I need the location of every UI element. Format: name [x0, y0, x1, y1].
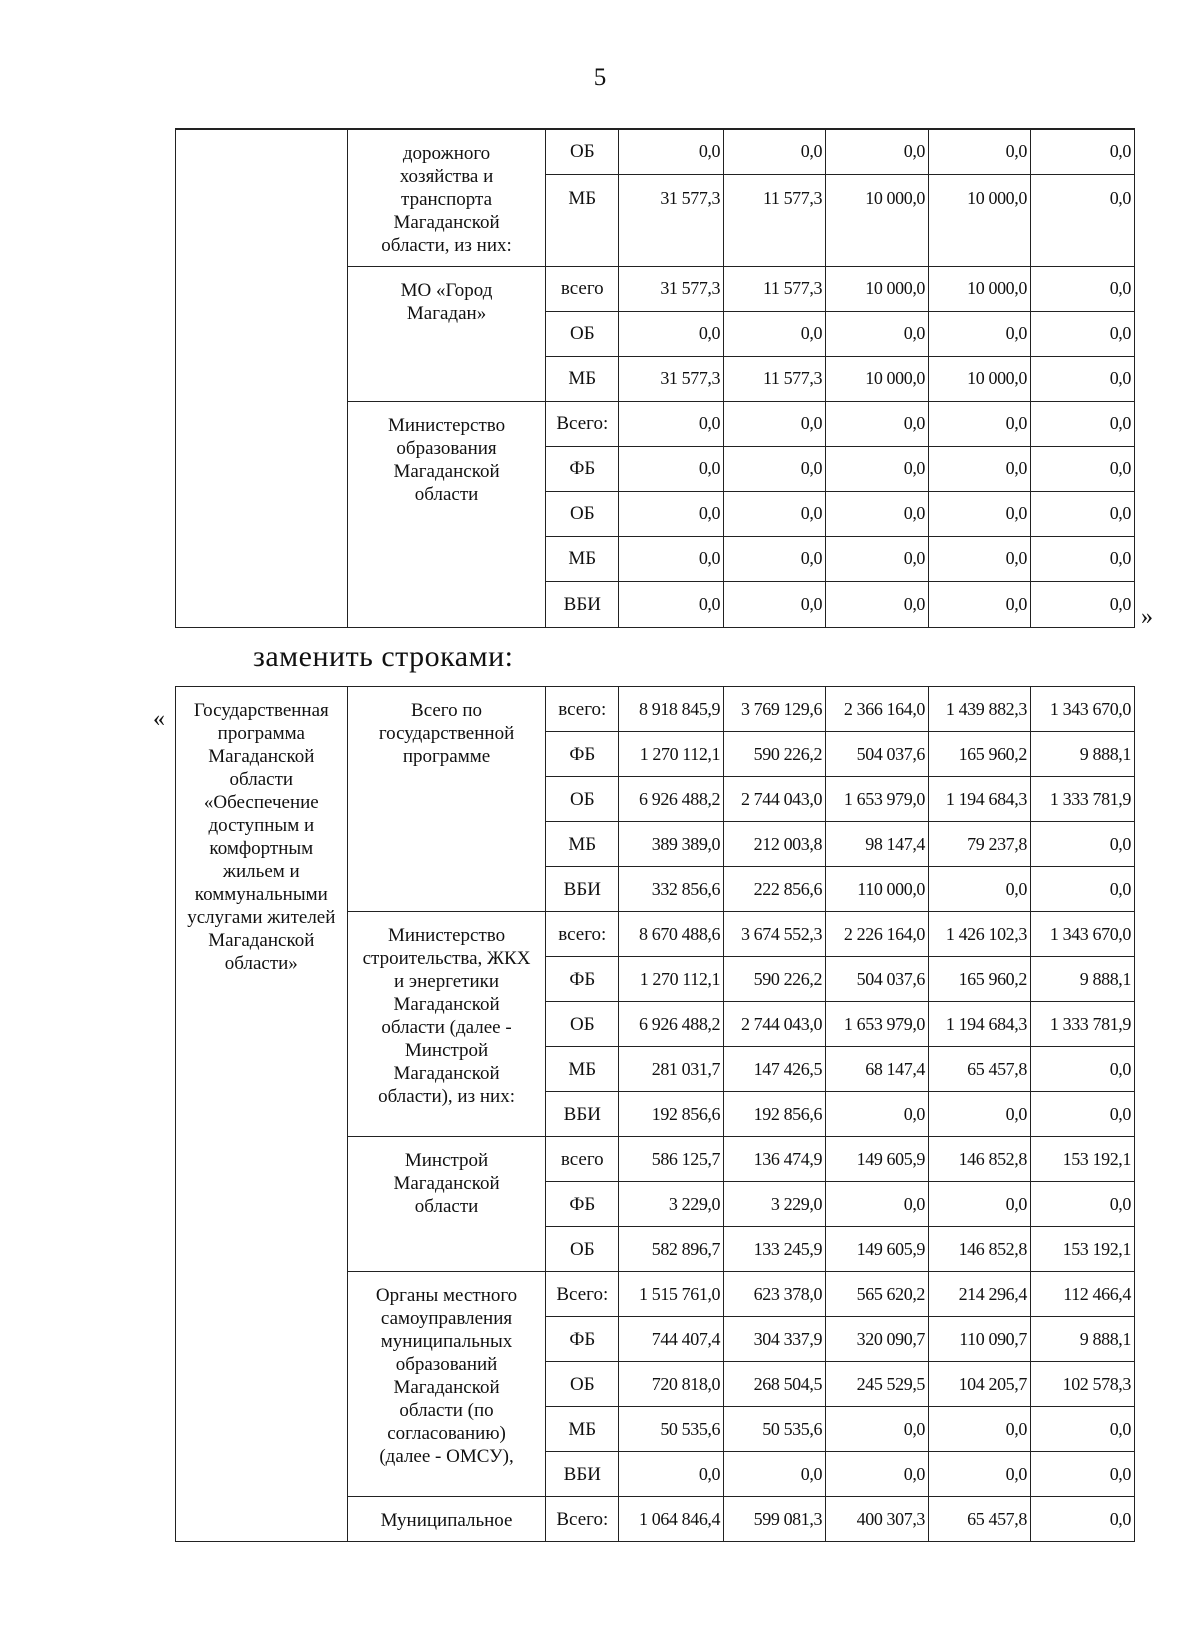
- amount-cell: 0,0: [724, 446, 826, 491]
- amount-cell: 110 090,7: [929, 1317, 1031, 1362]
- amount-cell: 68 147,4: [826, 1047, 929, 1092]
- funding-source-cell: ФБ: [546, 957, 619, 1002]
- amount-cell: 10 000,0: [826, 356, 929, 401]
- funding-source-cell: ОБ: [546, 311, 619, 356]
- amount-cell: 1 194 684,3: [929, 777, 1031, 822]
- amount-cell: 2 744 043,0: [724, 777, 826, 822]
- amount-cell: 10 000,0: [929, 174, 1031, 266]
- amount-cell: 0,0: [1030, 822, 1134, 867]
- organization-cell: Муниципальное: [347, 1497, 546, 1542]
- funding-source-cell: всего:: [546, 687, 619, 732]
- old-budget-table: [175, 128, 1135, 628]
- amount-cell: 281 031,7: [619, 1047, 724, 1092]
- amount-cell: 0,0: [1030, 581, 1134, 627]
- amount-cell: 165 960,2: [929, 732, 1031, 777]
- amount-cell: 10 000,0: [826, 174, 929, 266]
- amount-cell: 590 226,2: [724, 732, 826, 777]
- amount-cell: 0,0: [1030, 867, 1134, 912]
- amount-cell: 0,0: [619, 446, 724, 491]
- amount-cell: 0,0: [929, 446, 1031, 491]
- amount-cell: 0,0: [1030, 174, 1134, 266]
- amount-cell: 65 457,8: [929, 1047, 1031, 1092]
- amount-cell: 192 856,6: [619, 1092, 724, 1137]
- amount-cell: 8 918 845,9: [619, 687, 724, 732]
- funding-source-cell: Всего:: [546, 1272, 619, 1317]
- amount-cell: 6 926 488,2: [619, 777, 724, 822]
- funding-source-cell: МБ: [546, 536, 619, 581]
- funding-source-cell: ОБ: [546, 777, 619, 822]
- organization-cell: МО «Город Магадан»: [347, 266, 546, 401]
- amount-cell: 245 529,5: [826, 1362, 929, 1407]
- amount-cell: 0,0: [724, 1452, 826, 1497]
- amount-cell: 1 343 670,0: [1030, 912, 1134, 957]
- organization-cell: дорожного хозяйства и транспорта Магаданской области, из них:: [347, 129, 546, 266]
- funding-source-cell: ОБ: [546, 1362, 619, 1407]
- amount-cell: 268 504,5: [724, 1362, 826, 1407]
- amount-cell: 2 226 164,0: [826, 912, 929, 957]
- amount-cell: 146 852,8: [929, 1137, 1031, 1182]
- amount-cell: 50 535,6: [619, 1407, 724, 1452]
- amount-cell: 1 270 112,1: [619, 732, 724, 777]
- amount-cell: 9 888,1: [1030, 1317, 1134, 1362]
- amount-cell: 212 003,8: [724, 822, 826, 867]
- amount-cell: 11 577,3: [724, 266, 826, 311]
- amount-cell: 304 337,9: [724, 1317, 826, 1362]
- organization-cell: Министерство строительства, ЖКХ и энергетики Магаданской области (далее - Минстрой Магаданской области), из них:: [347, 912, 546, 1137]
- funding-source-cell: ОБ: [546, 491, 619, 536]
- amount-cell: 104 205,7: [929, 1362, 1031, 1407]
- amount-cell: 31 577,3: [619, 174, 724, 266]
- amount-cell: 0,0: [826, 581, 929, 627]
- amount-cell: 98 147,4: [826, 822, 929, 867]
- amount-cell: 1 653 979,0: [826, 777, 929, 822]
- amount-cell: 102 578,3: [1030, 1362, 1134, 1407]
- program-name-cell: [176, 129, 348, 627]
- table-row: [176, 129, 1135, 174]
- amount-cell: 133 245,9: [724, 1227, 826, 1272]
- amount-cell: 0,0: [929, 1182, 1031, 1227]
- page-number: 5: [593, 64, 607, 91]
- organization-cell: Министерство образования Магаданской области: [347, 401, 546, 627]
- amount-cell: 79 237,8: [929, 822, 1031, 867]
- amount-cell: 222 856,6: [724, 867, 826, 912]
- amount-cell: 0,0: [1030, 311, 1134, 356]
- amount-cell: 153 192,1: [1030, 1227, 1134, 1272]
- funding-source-cell: Всего:: [546, 1497, 619, 1542]
- amount-cell: 8 670 488,6: [619, 912, 724, 957]
- amount-cell: 1 426 102,3: [929, 912, 1031, 957]
- amount-cell: 0,0: [619, 129, 724, 174]
- amount-cell: 0,0: [1030, 491, 1134, 536]
- amount-cell: 0,0: [826, 536, 929, 581]
- amount-cell: 0,0: [929, 1407, 1031, 1452]
- amount-cell: 0,0: [826, 129, 929, 174]
- amount-cell: 0,0: [929, 129, 1031, 174]
- amount-cell: 389 389,0: [619, 822, 724, 867]
- amount-cell: 11 577,3: [724, 174, 826, 266]
- funding-source-cell: всего: [546, 266, 619, 311]
- amount-cell: 504 037,6: [826, 957, 929, 1002]
- funding-source-cell: МБ: [546, 822, 619, 867]
- amount-cell: 9 888,1: [1030, 957, 1134, 1002]
- funding-source-cell: ОБ: [546, 1002, 619, 1047]
- amount-cell: 3 674 552,3: [724, 912, 826, 957]
- funding-source-cell: ОБ: [546, 1227, 619, 1272]
- amount-cell: 112 466,4: [1030, 1272, 1134, 1317]
- amount-cell: 10 000,0: [929, 266, 1031, 311]
- amount-cell: 0,0: [826, 1182, 929, 1227]
- organization-cell: Всего по государственной программе: [347, 687, 546, 912]
- amount-cell: 1 333 781,9: [1030, 1002, 1134, 1047]
- amount-cell: 0,0: [826, 1092, 929, 1137]
- amount-cell: 0,0: [724, 581, 826, 627]
- opening-quote: «: [153, 706, 165, 732]
- amount-cell: 0,0: [619, 1452, 724, 1497]
- amount-cell: 1 515 761,0: [619, 1272, 724, 1317]
- amount-cell: 3 229,0: [619, 1182, 724, 1227]
- amount-cell: 0,0: [1030, 1407, 1134, 1452]
- amount-cell: 0,0: [1030, 1182, 1134, 1227]
- amount-cell: 0,0: [1030, 129, 1134, 174]
- closing-quote: »: [1141, 604, 1153, 630]
- table-row: [176, 687, 1135, 732]
- amount-cell: 744 407,4: [619, 1317, 724, 1362]
- amount-cell: 192 856,6: [724, 1092, 826, 1137]
- amount-cell: 11 577,3: [724, 356, 826, 401]
- amount-cell: 0,0: [826, 446, 929, 491]
- amount-cell: 3 769 129,6: [724, 687, 826, 732]
- funding-source-cell: ВБИ: [546, 867, 619, 912]
- amount-cell: 214 296,4: [929, 1272, 1031, 1317]
- funding-source-cell: МБ: [546, 174, 619, 266]
- amount-cell: 0,0: [929, 491, 1031, 536]
- amount-cell: 0,0: [619, 536, 724, 581]
- amount-cell: 1 439 882,3: [929, 687, 1031, 732]
- amount-cell: 320 090,7: [826, 1317, 929, 1362]
- amount-cell: 31 577,3: [619, 266, 724, 311]
- amount-cell: 0,0: [619, 311, 724, 356]
- amount-cell: 0,0: [724, 129, 826, 174]
- amount-cell: 6 926 488,2: [619, 1002, 724, 1047]
- amount-cell: 0,0: [1030, 1092, 1134, 1137]
- funding-source-cell: ФБ: [546, 1182, 619, 1227]
- funding-source-cell: ВБИ: [546, 581, 619, 627]
- funding-source-cell: ВБИ: [546, 1092, 619, 1137]
- amount-cell: 0,0: [1030, 356, 1134, 401]
- amount-cell: 504 037,6: [826, 732, 929, 777]
- amount-cell: 2 366 164,0: [826, 687, 929, 732]
- amount-cell: 582 896,7: [619, 1227, 724, 1272]
- amount-cell: 2 744 043,0: [724, 1002, 826, 1047]
- amount-cell: 623 378,0: [724, 1272, 826, 1317]
- amount-cell: 0,0: [929, 1092, 1031, 1137]
- amount-cell: 0,0: [929, 1452, 1031, 1497]
- funding-source-cell: всего: [546, 1137, 619, 1182]
- amount-cell: 0,0: [1030, 446, 1134, 491]
- amount-cell: 0,0: [826, 1407, 929, 1452]
- amount-cell: 1 343 670,0: [1030, 687, 1134, 732]
- amount-cell: 146 852,8: [929, 1227, 1031, 1272]
- organization-cell: Органы местного самоуправления муниципальных образований Магаданской области (по согласованию) (далее - ОМСУ),: [347, 1272, 546, 1497]
- amount-cell: 0,0: [724, 491, 826, 536]
- amount-cell: 0,0: [619, 401, 724, 446]
- funding-source-cell: ФБ: [546, 446, 619, 491]
- amount-cell: 10 000,0: [929, 356, 1031, 401]
- amount-cell: 0,0: [724, 401, 826, 446]
- amount-cell: 0,0: [1030, 1452, 1134, 1497]
- amount-cell: 50 535,6: [724, 1407, 826, 1452]
- amount-cell: 1 064 846,4: [619, 1497, 724, 1542]
- amount-cell: 720 818,0: [619, 1362, 724, 1407]
- amount-cell: 0,0: [724, 311, 826, 356]
- amount-cell: 0,0: [929, 536, 1031, 581]
- new-budget-table: [175, 686, 1135, 1542]
- amount-cell: 0,0: [1030, 1497, 1134, 1542]
- amount-cell: 147 426,5: [724, 1047, 826, 1092]
- amount-cell: 10 000,0: [826, 266, 929, 311]
- amount-cell: 1 270 112,1: [619, 957, 724, 1002]
- amount-cell: 0,0: [826, 1452, 929, 1497]
- amount-cell: 1 653 979,0: [826, 1002, 929, 1047]
- amount-cell: 0,0: [1030, 1047, 1134, 1092]
- funding-source-cell: ОБ: [546, 129, 619, 174]
- amount-cell: 586 125,7: [619, 1137, 724, 1182]
- amount-cell: 0,0: [929, 867, 1031, 912]
- amount-cell: 149 605,9: [826, 1227, 929, 1272]
- funding-source-cell: МБ: [546, 356, 619, 401]
- amount-cell: 1 194 684,3: [929, 1002, 1031, 1047]
- amount-cell: 0,0: [929, 581, 1031, 627]
- amount-cell: 0,0: [619, 581, 724, 627]
- funding-source-cell: МБ: [546, 1407, 619, 1452]
- amount-cell: 565 620,2: [826, 1272, 929, 1317]
- amount-cell: 0,0: [1030, 266, 1134, 311]
- amount-cell: 400 307,3: [826, 1497, 929, 1542]
- amount-cell: 0,0: [826, 491, 929, 536]
- amount-cell: 0,0: [826, 311, 929, 356]
- amount-cell: 0,0: [1030, 401, 1134, 446]
- amount-cell: 0,0: [1030, 536, 1134, 581]
- amount-cell: 0,0: [826, 401, 929, 446]
- funding-source-cell: Всего:: [546, 401, 619, 446]
- amount-cell: 3 229,0: [724, 1182, 826, 1227]
- amount-cell: 332 856,6: [619, 867, 724, 912]
- amount-cell: 9 888,1: [1030, 732, 1134, 777]
- amount-cell: 599 081,3: [724, 1497, 826, 1542]
- amount-cell: 65 457,8: [929, 1497, 1031, 1542]
- amount-cell: 0,0: [619, 491, 724, 536]
- amount-cell: 0,0: [929, 401, 1031, 446]
- funding-source-cell: всего:: [546, 912, 619, 957]
- amount-cell: 590 226,2: [724, 957, 826, 1002]
- amount-cell: 0,0: [929, 311, 1031, 356]
- amount-cell: 110 000,0: [826, 867, 929, 912]
- amount-cell: 149 605,9: [826, 1137, 929, 1182]
- program-name-cell: Государственная программа Магаданской области «Обеспечение доступным и комфортным жильем и коммунальными услугами жителей Магаданской области»: [176, 687, 348, 1542]
- amount-cell: 31 577,3: [619, 356, 724, 401]
- funding-source-cell: ВБИ: [546, 1452, 619, 1497]
- amount-cell: 136 474,9: [724, 1137, 826, 1182]
- funding-source-cell: ФБ: [546, 732, 619, 777]
- funding-source-cell: МБ: [546, 1047, 619, 1092]
- funding-source-cell: ФБ: [546, 1317, 619, 1362]
- amount-cell: 165 960,2: [929, 957, 1031, 1002]
- organization-cell: Минстрой Магаданской области: [347, 1137, 546, 1272]
- amount-cell: 0,0: [724, 536, 826, 581]
- amount-cell: 1 333 781,9: [1030, 777, 1134, 822]
- replace-instruction: заменить строками:: [253, 640, 514, 673]
- amount-cell: 153 192,1: [1030, 1137, 1134, 1182]
